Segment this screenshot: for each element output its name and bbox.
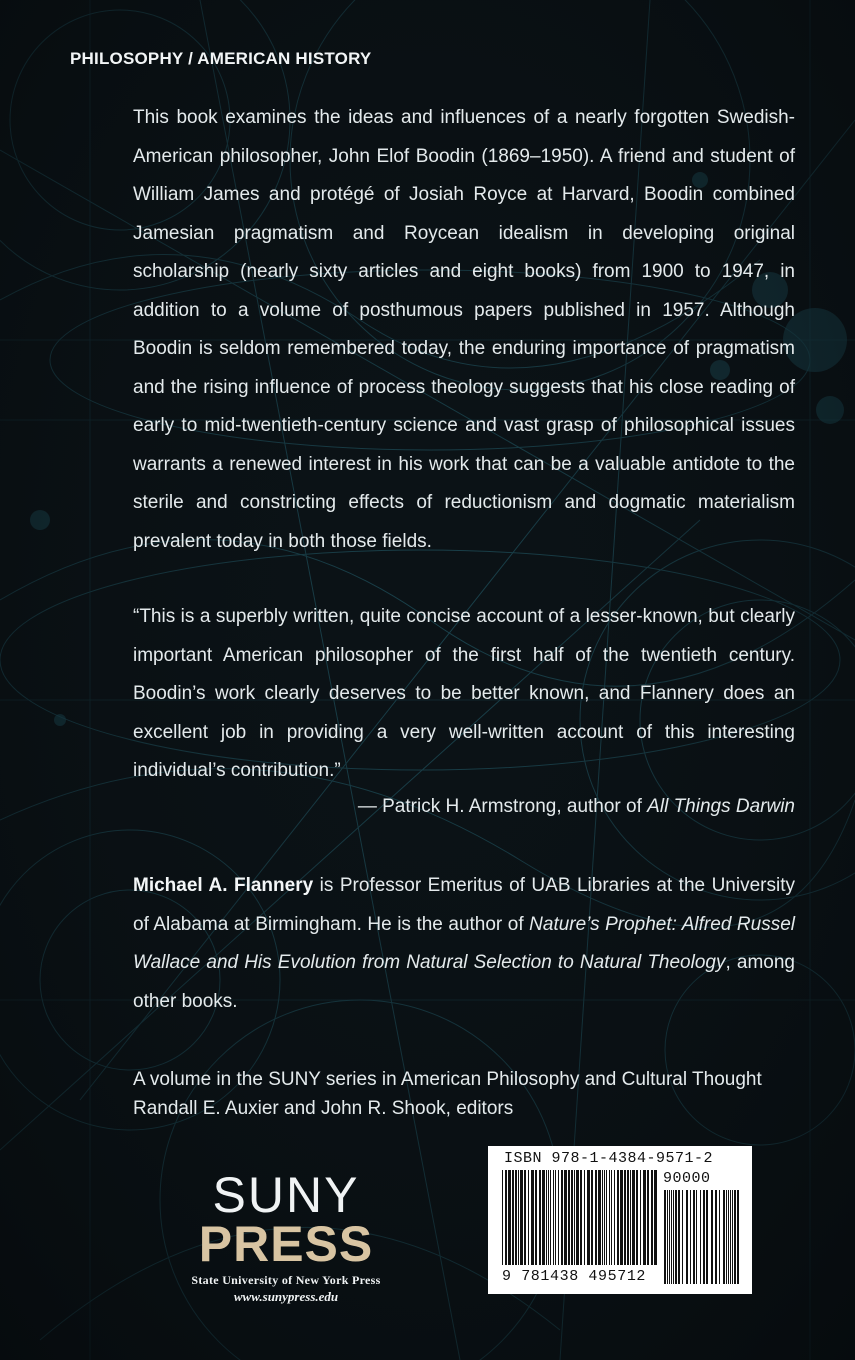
barcode-bar	[518, 1170, 519, 1265]
barcode-bar	[587, 1170, 590, 1265]
addon-bar	[675, 1190, 677, 1284]
barcode-bar	[632, 1170, 635, 1265]
addon-bar	[715, 1190, 717, 1284]
barcode-bar	[591, 1170, 593, 1265]
addon-bar	[690, 1190, 691, 1284]
barcode-bar	[550, 1170, 551, 1265]
barcode-bar	[561, 1170, 563, 1265]
barcode-bar	[647, 1170, 649, 1265]
barcode-bar	[602, 1170, 603, 1265]
addon-bar	[673, 1190, 674, 1284]
bio-book-title: Nature’s Prophet: Alfred Russel Wallace and His Evolution from Natural Selection to Natural Theology	[133, 913, 795, 973]
barcode-bar	[528, 1170, 529, 1265]
barcode-bar	[576, 1170, 579, 1265]
category-label: PHILOSOPHY / AMERICAN HISTORY	[70, 49, 372, 68]
addon-bar	[732, 1190, 733, 1284]
barcode-bar	[636, 1170, 638, 1265]
barcode-bar	[574, 1170, 575, 1265]
barcode-bar	[512, 1170, 514, 1265]
barcode-bar	[548, 1170, 549, 1265]
bio-text-2: , among other books.	[133, 952, 795, 1012]
addon-bar	[730, 1190, 731, 1284]
barcode-bar	[539, 1170, 541, 1265]
barcode-bar	[584, 1170, 585, 1265]
addon-bar	[678, 1190, 680, 1284]
addon-bar	[693, 1190, 695, 1284]
barcode-bar	[624, 1170, 626, 1265]
bio-text-1: is Professor Emeritus of UAB Libraries at the University of Alabama at Birmingham. He is the author of	[133, 875, 795, 935]
barcode-bar	[598, 1170, 601, 1265]
addon-bar	[737, 1190, 739, 1284]
addon-bar	[696, 1190, 697, 1284]
attribution-book-title: All Things Darwin	[647, 796, 795, 817]
suny-press-logo	[166, 1167, 406, 1305]
barcode-bar	[627, 1170, 629, 1265]
logo-press-text: PRESS	[198, 1216, 374, 1272]
addon-bar	[703, 1190, 705, 1284]
barcode-bar	[643, 1170, 646, 1265]
barcode-bar	[640, 1170, 641, 1265]
addon-bar	[723, 1190, 725, 1284]
addon-bar	[669, 1190, 670, 1284]
attribution-prefix: — Patrick H. Armstrong, author of	[357, 796, 648, 817]
publisher-full-name: State University of New York Press	[191, 1273, 381, 1287]
barcode-bar	[614, 1170, 615, 1265]
barcode-bar	[535, 1170, 537, 1265]
barcode-bar	[630, 1170, 631, 1265]
ean-number: 9 781438 495712	[502, 1268, 647, 1285]
addon-bar	[686, 1190, 688, 1284]
barcode-bar	[524, 1170, 526, 1265]
barcode-bar	[606, 1170, 607, 1265]
barcode-bar	[620, 1170, 623, 1265]
addon-bar	[734, 1190, 736, 1284]
barcode-bar	[654, 1170, 657, 1265]
series-info	[133, 1065, 833, 1123]
logo-suny-text: SUNY	[212, 1167, 360, 1223]
barcode-bar	[515, 1170, 517, 1265]
addon-bar	[728, 1190, 729, 1284]
addon-bar	[682, 1190, 683, 1284]
price-addon-number: 90000	[663, 1170, 711, 1187]
barcode-bar	[505, 1170, 507, 1265]
barcode-bar	[520, 1170, 523, 1265]
barcode-bar	[508, 1170, 511, 1265]
barcode-bar	[571, 1170, 573, 1265]
author-bio	[133, 867, 795, 1021]
isbn-number: ISBN 978-1-4384-9571-2	[504, 1150, 714, 1167]
quote-attribution	[358, 796, 795, 818]
author-name: Michael A. Flannery	[133, 875, 314, 896]
series-editors: Randall E. Auxier and John R. Shook, editors	[133, 1098, 514, 1119]
barcode-bar	[553, 1170, 554, 1265]
barcode-bar	[595, 1170, 597, 1265]
barcode-bar	[558, 1170, 559, 1265]
publisher-url: www.sunypress.edu	[233, 1289, 339, 1304]
barcode-bar	[611, 1170, 612, 1265]
isbn-barcode	[488, 1146, 752, 1294]
addon-bar	[667, 1190, 668, 1284]
addon-bar	[719, 1190, 720, 1284]
barcode-bar	[531, 1170, 534, 1265]
series-line-1: A volume in the SUNY series in American Philosophy and Cultural Thought	[133, 1069, 762, 1090]
addon-bar	[711, 1190, 713, 1284]
barcode-bar	[617, 1170, 619, 1265]
barcode-bar	[564, 1170, 567, 1265]
book-description: This book examines the ideas and influences of a nearly forgotten Swedish-American philosopher, John Elof Boodin (1869–1950). A friend and student of William James and protégé of Josiah Royce at Harvard, Boodin combined Jamesian pragmatism and Roycean idealism in developing original scholarship (nearly sixty articles and eight books) from 1900 to 1947, in addition to a volume of posthumous papers published in 1957. Although Boodin is seldom remembered today, the enduring importance of pragmatism and the rising influence of process theology suggests that his close reading of early to mid-twentieth-century science and vast grasp of philosophical issues warrants a renewed interest in his work that can be a valuable antidote to the sterile and constricting effects of reductionism and dogmatic materialism prevalent today in both those fields.	[133, 107, 795, 552]
barcode-bar	[604, 1170, 605, 1265]
barcode-bar	[651, 1170, 653, 1265]
barcode-bar	[546, 1170, 547, 1265]
addon-bar	[726, 1190, 727, 1284]
barcode-bar	[555, 1170, 556, 1265]
barcode-bar	[542, 1170, 545, 1265]
addon-bar	[664, 1190, 666, 1284]
addon-bar	[671, 1190, 672, 1284]
endorsement-quote: “This is a superbly written, quite concise account of a lesser-known, but clearly important American philosopher of the first half of the twentieth century. Boodin’s work clearly deserves to be better known, and Flannery does an excellent job in providing a very well-written account of this interesting individual’s contribution.”	[133, 606, 795, 781]
barcode-bar	[580, 1170, 582, 1265]
barcode-bar	[609, 1170, 610, 1265]
barcode-bar	[502, 1170, 503, 1265]
addon-bar	[700, 1190, 701, 1284]
addon-bar	[706, 1190, 708, 1284]
barcode-bar	[568, 1170, 570, 1265]
